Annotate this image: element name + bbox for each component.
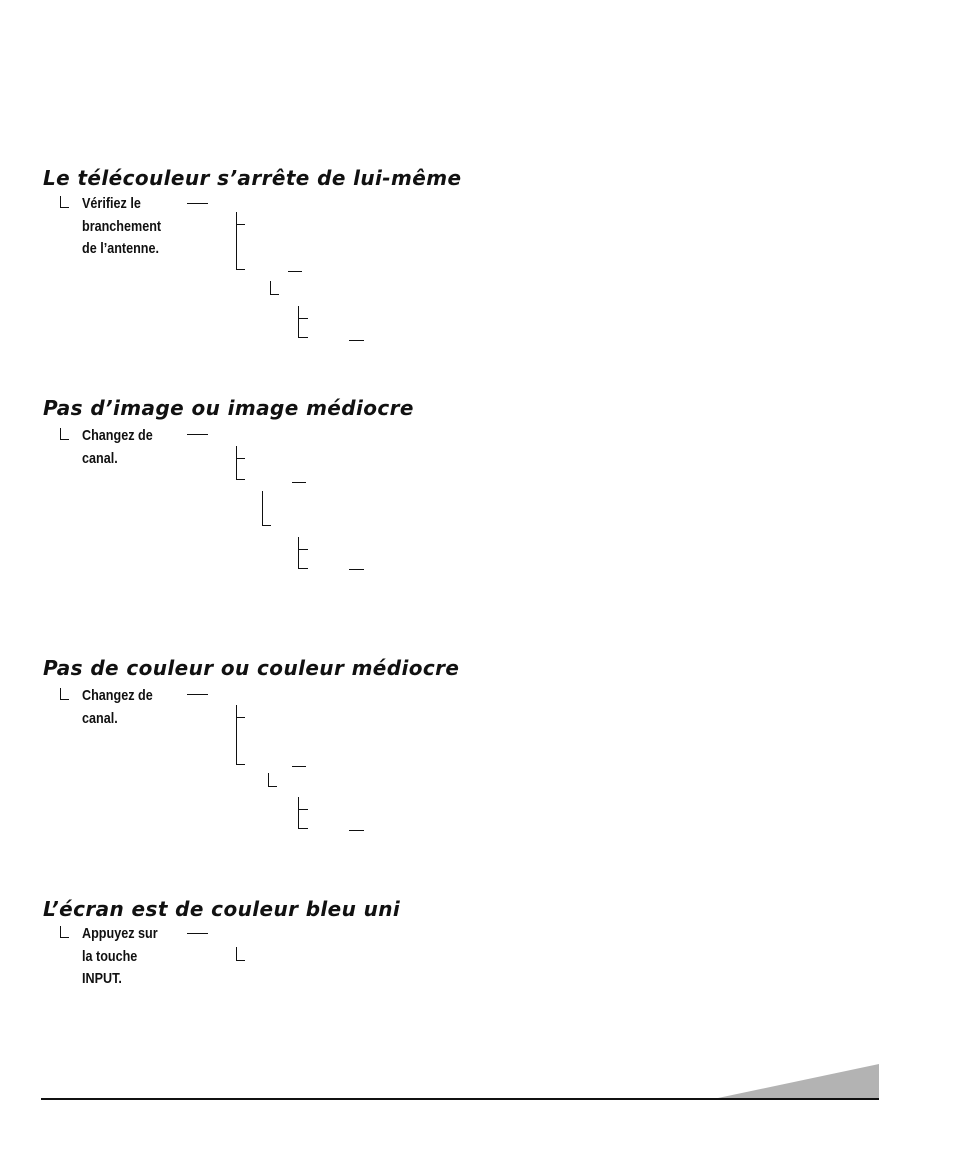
section-2-title: Pas d’image ou image médiocre (43, 396, 414, 420)
step-line: Appuyez sur (82, 925, 158, 942)
section-3-title: Pas de couleur ou couleur médiocre (43, 656, 460, 680)
step-line: de l’antenne. (82, 240, 160, 257)
step-line: la touche (82, 947, 138, 965)
step-line: Vérifiez le (82, 195, 141, 212)
step-line: INPUT. (82, 970, 122, 987)
step-line: Changez de (82, 687, 153, 704)
step-line: canal. (82, 709, 118, 727)
section-4-title: L’écran est de couleur bleu uni (43, 897, 401, 921)
section-1-title: Le télécouleur s’arrête de lui-même (43, 166, 462, 190)
footer-rule (41, 1098, 879, 1100)
step-line: canal. (82, 449, 118, 467)
step-line: Changez de (82, 427, 153, 444)
step-line: branchement (82, 217, 162, 235)
